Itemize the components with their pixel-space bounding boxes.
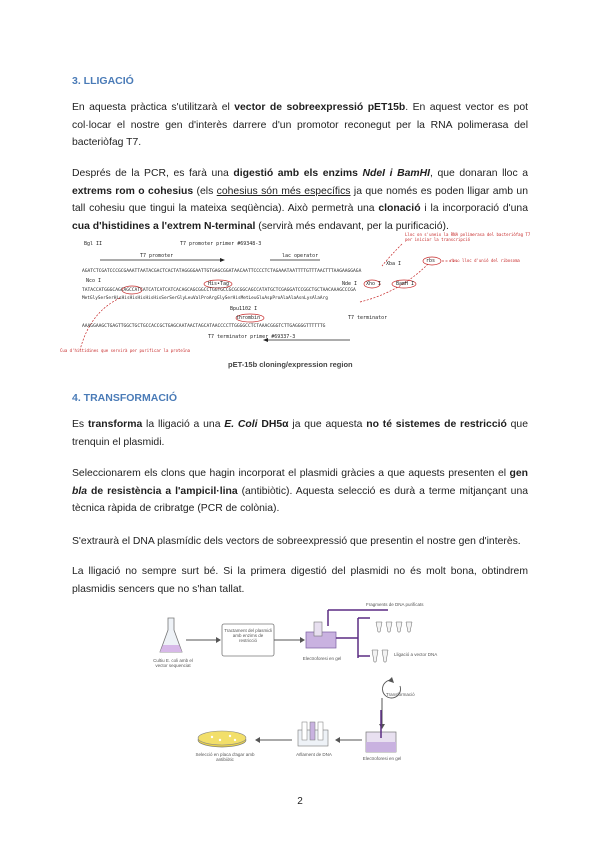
workflow-figure bbox=[150, 600, 450, 775]
bglii-label: Bgl II bbox=[84, 241, 103, 247]
t7-terminator-primer-label: T7 terminator primer #69337-3 bbox=[208, 334, 296, 340]
flask-label: Cultiu E. coli amb el vector sequenciat bbox=[153, 658, 193, 668]
section-4-paragraph-4: La lligació no sempre surt bé. Si la primera digestió del plasmidi no és molt bona, obtindrem plasmidis sencers que no s'han tallat. bbox=[72, 566, 528, 595]
thrombin-label: thrombin bbox=[236, 315, 261, 321]
digestion-box-label: Tractament del plasmidi amb enzims de restricció bbox=[224, 628, 272, 643]
his-tag-label: His•Tag bbox=[208, 281, 230, 287]
cloning-figure-caption: pET-15b cloning/expression region bbox=[228, 360, 353, 369]
t7-promoter-label: T7 promoter bbox=[140, 253, 174, 259]
section-4-heading: 4. TRANSFORMACIÓ bbox=[72, 392, 177, 404]
bpu1102i-label: Bpu1102 I bbox=[230, 306, 258, 312]
top-label: Fragments de DNA purificats bbox=[366, 602, 424, 607]
right-label-1: Lligació a vector DNA bbox=[394, 652, 438, 657]
lac-operator-label: lac operator bbox=[282, 253, 319, 259]
t7-promoter-primer-label: T7 promoter primer #69348-3 bbox=[180, 241, 262, 247]
sequence-line-3: MetGlySerSerHisHisHisHisHisHisSerSerGlyLeuValProArgGlySerHisMetLeuGluAspProAlaAlaAsnLysAlaArg bbox=[82, 296, 328, 301]
section-4-paragraph-1: Es transforma la lligació a una E. Coli DH5α ja que aquesta no té sistemes de restricció que trenquin el plasmidi. bbox=[72, 419, 528, 448]
section-3-heading: 3. LLIGACIÓ bbox=[72, 75, 134, 87]
sequence-line-4: AAAGGAAGCTGAGTTGGCTGCTGCCACCGCTGAGCAATAACTAGCATAACCCCTTGGGGCCTCTAAACGGGTCTTGAGGGGTTTTTTG bbox=[82, 324, 326, 329]
section-4-paragraph-2: Seleccionarem els clons que hagin incorporat el plasmidi gràcies a que aquests presenten el gen bla de resistència a l'ampicil·lina (antibiòtic). Aquesta selecció es durà a terme mitjançant una tècnica ràpida de cribratge (PCR de colònia). bbox=[72, 468, 528, 514]
workflow-diagram bbox=[150, 600, 450, 775]
section-3-paragraph-1: En aquesta pràctica s'utilitzarà el vector de sobreexpressió pET15b. En aquest vector es pot col·locar el nostre gen d'interès darrere d'un promotor reconegut per la RNA polimerasa del bacteriòfag T7. bbox=[72, 102, 528, 148]
gel1-label: Electroforesi en gel bbox=[302, 656, 342, 661]
cloning-region-figure bbox=[60, 232, 540, 372]
xhoi-label: Xho I bbox=[366, 281, 382, 287]
left-annotation: Cua d'histidines que servirà per purificar la proteïna bbox=[60, 348, 191, 353]
right-label-2: Transformació bbox=[386, 692, 415, 697]
right-top-annotation: Lloc on s'uneix la RNA polimerasa del bacteriòfag T7 per iniciar la transcripció bbox=[405, 232, 531, 242]
rbs-label: rbs bbox=[426, 258, 436, 264]
gel2-label: Electroforesi en gel bbox=[362, 756, 402, 761]
xbai-label: Xba I bbox=[386, 261, 402, 267]
section-4-paragraph-3: S'extraurà el DNA plasmídic dels vectors de sobreexpressió que presentin el nostre gen d'interès. bbox=[72, 536, 521, 547]
plate-label: Selecció en placa d'agar amb antibiòtic bbox=[195, 752, 255, 762]
t7-terminator-label: T7 terminator bbox=[348, 315, 388, 321]
ncoi-label: Nco I bbox=[86, 278, 102, 284]
page-number: 2 bbox=[297, 796, 303, 807]
section-3-paragraph-2: Després de la PCR, es farà una digestió amb els enzims NdeI i BamHI, que donaran lloc a extrems rom o cohesius (els cohesius són més específics ja que només es poden lligar amb un tall cohesiu que tingui la mateixa seqüència). Això permetrà una clonació i la incorporació d'una cua d'histidines a l'extrem N-terminal (servirà més endavant, per la purificació). bbox=[72, 168, 529, 232]
tubes-label: Aïllament de DNA bbox=[296, 752, 332, 757]
sequence-line-1: AGATCTCGATCCCGCGAAATTAATACGACTCACTATAGGGGAATTGTGAGCGGATAACAATTCCCCTCTAGAAATAATTTTGTTTAACTTTAAGAAGGAGA bbox=[82, 269, 362, 274]
rbs-note: rbs: lloc d'unió del ribosoma bbox=[450, 258, 520, 263]
bamhi-label: BamH I bbox=[396, 281, 415, 287]
ndei-label: Nde I bbox=[342, 281, 358, 287]
sequence-line-2: TATACCATGGGCAGCAGCCATCATCATCATCATCACAGCAGCGGCCTGGTGCCGCGCGGCAGCCATATGCTCGAGGATCCGGCTGCTAACAAAGCCCGA bbox=[82, 288, 356, 293]
